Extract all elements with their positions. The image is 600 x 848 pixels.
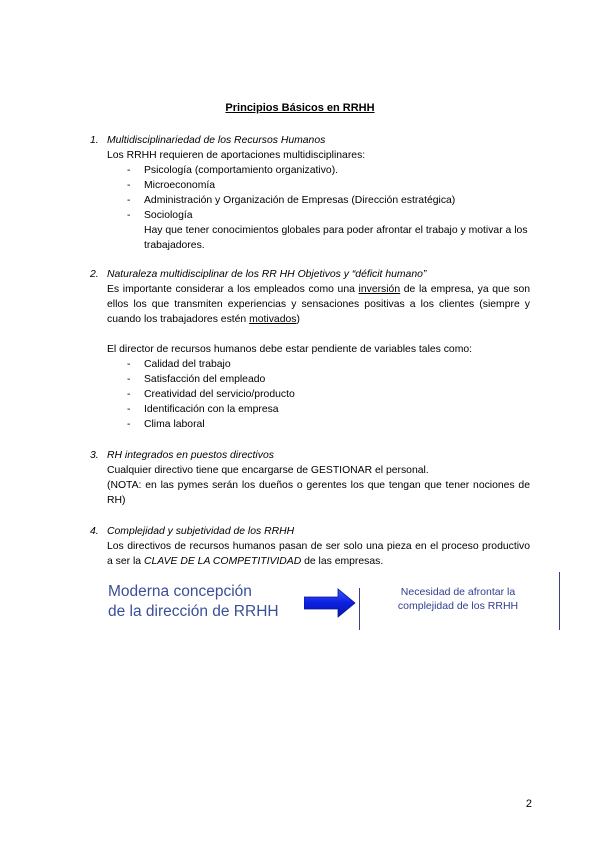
list-item: - Psicología (comportamiento organizativo). [127, 165, 339, 176]
page-number: 2 [525, 798, 532, 810]
bullet-dash: - [127, 359, 131, 370]
section-heading [88, 448, 530, 463]
section-2 [88, 267, 530, 432]
list-item: - Clima laboral [127, 419, 205, 430]
section-note: (NOTA: en las pymes serán los dueños o gerentes los que tengan que tener nociones de RH) [107, 480, 530, 506]
section-heading-text: Naturaleza multidisciplinar de los RR HH Objetivos y “déficit humano” [107, 269, 427, 280]
section-number: 1. [90, 135, 99, 146]
section-intro: El director de recursos humanos debe estar pendiente de variables tales como: [107, 344, 473, 355]
diagram-left-text: Moderna concepción de la dirección de RRHH [108, 583, 279, 620]
italic-term: CLAVE DE LA COMPETITIVIDAD [143, 556, 302, 567]
right-arrow-icon [304, 588, 356, 618]
list-item: - Administración y Organización de Empresas (Dirección estratégica) [127, 195, 456, 206]
bullet-list [88, 357, 530, 432]
section-number: 4. [90, 526, 99, 537]
section-intro: Los RRHH requieren de aportaciones multidisciplinares: [107, 150, 366, 161]
section-heading-text: Complejidad y subjetividad de los RRHH [107, 526, 295, 537]
bullet-dash: - [127, 419, 131, 430]
section-4 [88, 524, 530, 569]
bullet-dash: - [127, 404, 131, 415]
section-heading-text: Multidisciplinariedad de los Recursos Humanos [107, 135, 326, 146]
diagram-right-text: Necesidad de afrontar la complejidad de los RRHH [397, 586, 519, 612]
section-3 [88, 448, 530, 508]
bullet-dash: - [127, 389, 131, 400]
bullet-dash: - [127, 195, 131, 206]
divider [559, 572, 560, 630]
section-note: Hay que tener conocimientos globales para poder afrontar el trabajo y motivar a los trabajadores. [144, 225, 528, 251]
list-item: - Creatividad del servicio/producto [127, 389, 295, 400]
underlined-term: motivados [249, 314, 297, 325]
section-number: 3. [90, 450, 99, 461]
list-item: - Sociología [127, 210, 193, 221]
bullet-dash: - [127, 180, 131, 191]
divider [359, 588, 360, 630]
concept-diagram [108, 582, 563, 632]
section-heading [88, 133, 530, 148]
list-item: - Identificación con la empresa [127, 404, 279, 415]
bullet-dash: - [127, 165, 131, 176]
bullet-dash: - [127, 210, 131, 221]
bullet-dash: - [127, 374, 131, 385]
section-heading [88, 524, 530, 539]
list-item: - Calidad del trabajo [127, 359, 231, 370]
page-title: Principios Básicos en RRHH [225, 102, 375, 114]
list-item: - Microeconomía [127, 180, 216, 191]
bullet-list [88, 163, 530, 223]
section-paragraph: Los directivos de recursos humanos pasan de ser solo una pieza en el proceso productivo a ser la CLAVE DE LA COMPETITIVIDAD de las empresas. [107, 541, 530, 567]
section-heading-text: RH integrados en puestos directivos [107, 450, 274, 461]
section-1 [88, 133, 530, 253]
list-item: - Satisfacción del empleado [127, 374, 266, 385]
section-paragraph: Es importante considerar a los empleados como una inversión de la empresa, ya que son ellos los que transmiten experiencias y sensaciones positivas a los clientes (siempre y cuando los trabajadores estén motivados) [107, 284, 531, 325]
section-line: Cualquier directivo tiene que encargarse de GESTIONAR el personal. [107, 465, 429, 476]
underlined-term: inversión [358, 284, 401, 295]
section-heading [88, 267, 530, 282]
section-number: 2. [90, 269, 99, 280]
